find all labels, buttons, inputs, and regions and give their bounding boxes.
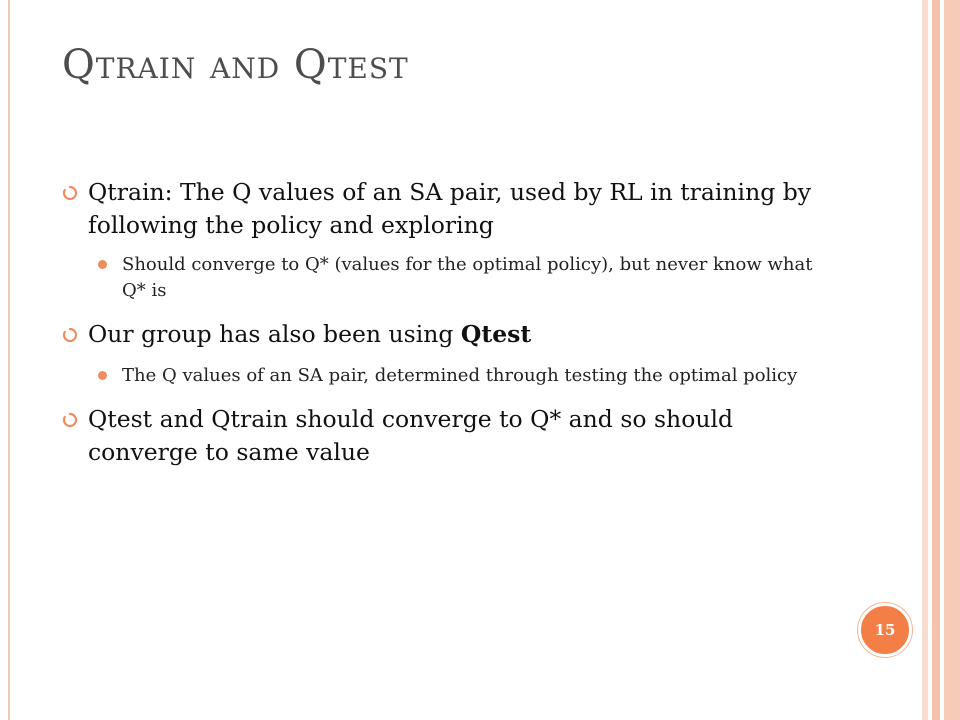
ring-bullet-icon bbox=[62, 412, 78, 428]
page-number-badge: 15 bbox=[858, 603, 912, 657]
bullet-item bbox=[62, 176, 822, 242]
bullet-text-bold: Qtest bbox=[460, 320, 532, 348]
sub-bullet-item bbox=[62, 363, 822, 389]
decorative-stripes bbox=[922, 0, 960, 720]
stripe bbox=[944, 0, 960, 720]
bullet-item bbox=[62, 403, 822, 469]
sub-bullet-item bbox=[62, 252, 822, 304]
sub-bullet-text: Should converge to Q* (values for the optimal policy), but never know what Q* is bbox=[122, 254, 813, 301]
bullet-text: Qtrain: The Q values of an SA pair, used by RL in training by following the policy and exploring bbox=[88, 178, 812, 239]
dot-bullet-icon bbox=[98, 260, 107, 269]
bullet-item bbox=[62, 318, 822, 351]
stripe bbox=[932, 0, 940, 720]
ring-bullet-icon bbox=[62, 185, 78, 201]
ring-bullet-icon bbox=[62, 327, 78, 343]
dot-bullet-icon bbox=[98, 371, 107, 380]
sub-bullet-text: The Q values of an SA pair, determined through testing the optimal policy bbox=[122, 365, 798, 386]
bullet-text-prefix: Our group has also been using bbox=[88, 320, 461, 348]
slide-title: Qtrain and Qtest bbox=[62, 42, 409, 88]
bullet-text: Qtest and Qtrain should converge to Q* and so should converge to same value bbox=[88, 405, 734, 466]
slide-content bbox=[62, 176, 822, 469]
